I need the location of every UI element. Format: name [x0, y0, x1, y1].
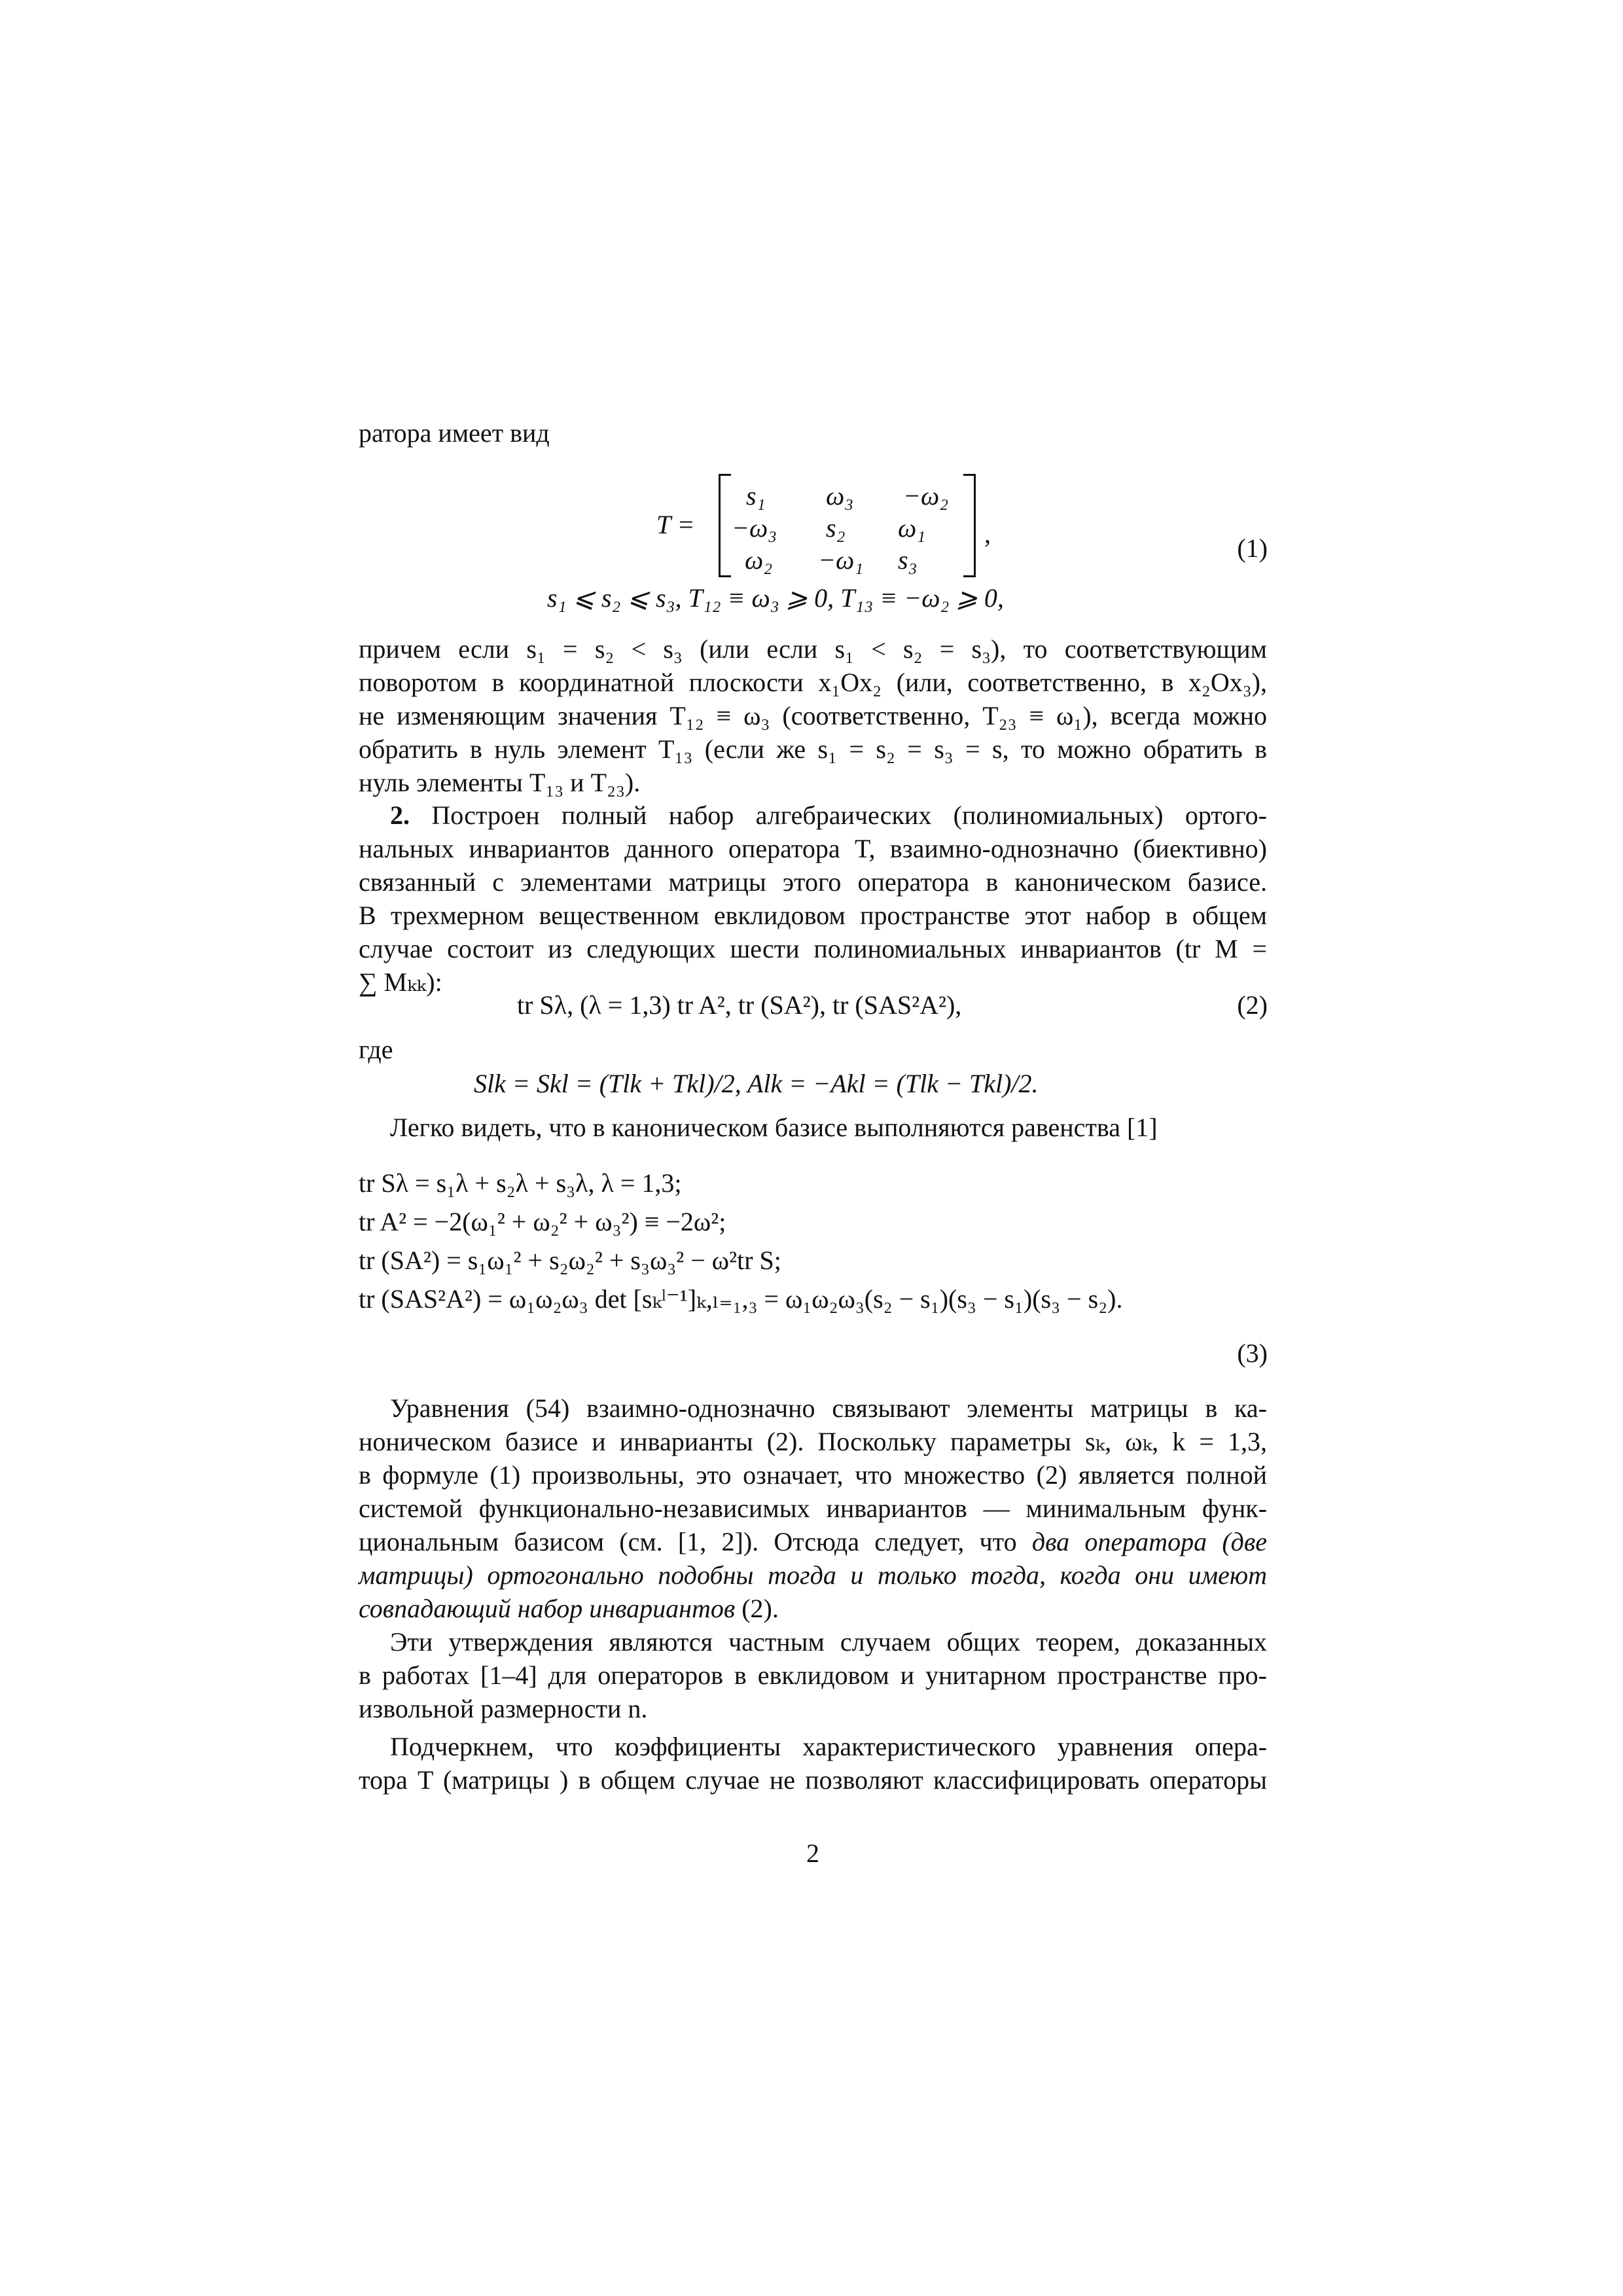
text-line: ноническом базисе и инварианты (2). Поскольку параметры sₖ, ωₖ, k = 1,3, — [359, 1427, 1267, 1456]
eq1-condition: s₁ ⩽ s₂ ⩽ s₃, T₁₂ ≡ ω₃ ⩾ 0, T₁₃ ≡ −ω₂ ⩾ 0, — [547, 583, 1004, 613]
eq1-number: (1) — [1237, 533, 1268, 563]
matrix-cell: −ω₃ — [732, 513, 777, 543]
eq3-line: tr (SA²) = s₁ω₁² + s₂ω₂² + s₃ω₃² − ω²tr S; — [359, 1246, 781, 1275]
text-line: поворотом в координатной плоскости x₁Ox₂ (или, соответственно, в x₂Ox₃), — [359, 668, 1267, 697]
text-line: совпадающий набор инвариантов (2). — [359, 1594, 779, 1623]
eq3-line: tr A² = −2(ω₁² + ω₂² + ω₃²) ≡ −2ω²; — [359, 1207, 726, 1236]
equation-3-block — [359, 1166, 1267, 1316]
text-line: матрицы) ортогонально подобны тогда и только тогда, когда они имеют — [359, 1560, 1267, 1590]
matrix-cell: s₁ — [746, 481, 766, 511]
matrix-cell: −ω₁ — [818, 545, 864, 575]
eq1-comma: , — [984, 519, 991, 548]
text-line: ∑ Mₖₖ): — [359, 967, 442, 997]
eq2-number: (2) — [1237, 990, 1268, 1020]
text-line: циональным базисом (см. [1, 2]). Отсюда следует, что два оператора (две — [359, 1527, 1268, 1556]
eq3-number: (3) — [1237, 1338, 1268, 1368]
text-line: 2. Построен полный набор алгебраических (полиномиальных) ортого- — [390, 800, 1267, 830]
eq3-line: tr (SAS²A²) = ω₁ω₂ω₃ det [sₖˡ⁻¹]ₖ,ₗ₌₁,₃ = ω₁ω₂ω₃(s₂ − s₁)(s₃ − s₁)(s₃ − s₂). — [359, 1284, 1123, 1314]
text-line: тора T (матрицы ) в общем случае не позволяют классифицировать операторы — [359, 1765, 1267, 1795]
text-line: нальных инвариантов данного оператора T, взаимно-однозначно (биективно) — [359, 834, 1267, 863]
text-line: Эти утверждения являются частным случаем общих теорем, доказанных — [390, 1627, 1267, 1657]
italic-statement: два оператора (две — [1031, 1527, 1268, 1556]
text-line: извольной размерности n. — [359, 1694, 648, 1723]
matrix-cell: ω₂ — [745, 545, 773, 575]
section-number: 2. — [390, 800, 410, 830]
matrix-cell: ω₁ — [898, 513, 926, 543]
equation-sa: Slk = Skl = (Tlk + Tkl)/2, Alk = −Akl = (Tlk − Tkl)/2. — [474, 1069, 1039, 1098]
page-number: 2 — [806, 1839, 819, 1868]
text-line: в работах [1–4] для операторов в евклидовом и унитарном пространстве про- — [359, 1660, 1267, 1690]
where-word: где — [359, 1035, 393, 1064]
matrix-cell: s₂ — [826, 513, 846, 543]
text-line: Подчеркнем, что коэффициенты характеристического уравнения опера- — [390, 1732, 1267, 1761]
text-line: причем если s₁ = s₂ < s₃ (или если s₁ < s₂ = s₃), то соответствующим — [359, 634, 1267, 664]
paragraph-2 — [359, 798, 1267, 999]
equation-2: tr Sλ, (λ = 1,3) tr A², tr (SA²), tr (SAS²A²), — [517, 990, 962, 1020]
text-line: в формуле (1) произвольны, это означает, что множество (2) является полной — [359, 1460, 1267, 1490]
matrix-cell: ω₃ — [826, 481, 854, 511]
text-line: случае состоит из следующих шести полиномиальных инвариантов (tr M = — [359, 934, 1267, 963]
matrix-cell: −ω₂ — [903, 481, 949, 511]
paragraph-5 — [359, 1625, 1267, 1725]
intro-line: ратора имеет вид — [359, 418, 550, 448]
paragraph-6 — [359, 1730, 1267, 1797]
paragraph-1 — [359, 632, 1267, 799]
eq3-line: tr Sλ = s₁λ + s₂λ + s₃λ, λ = 1,3; — [359, 1168, 682, 1198]
text-line: В трехмерном вещественном евклидовом пространстве этот набор в общем — [359, 901, 1267, 930]
paragraph-4 — [359, 1391, 1267, 1625]
matrix-right-bracket — [963, 474, 976, 577]
text-line: нуль элементы T₁₃ и T₂₃). — [359, 768, 641, 797]
text-line: системой функционально-независимых инвариантов — минимальным функ- — [359, 1494, 1267, 1523]
text-line: связанный с элементами матрицы этого оператора в каноническом базисе. — [359, 867, 1267, 897]
text-line: Уравнения (54) взаимно-однозначно связывают элементы матрицы в ка- — [390, 1393, 1267, 1423]
paragraph-3: Легко видеть, что в каноническом базисе выполняются равенства [1] — [390, 1113, 1158, 1142]
matrix-left-bracket — [719, 474, 731, 577]
matrix-cell: s₃ — [898, 545, 918, 575]
text-line: обратить в нуль элемент T₁₃ (если же s₁ = s₂ = s₃ = s, то можно обратить в — [359, 734, 1267, 764]
eq1-lhs: T = — [656, 510, 695, 539]
text-line: не изменяющим значения T₁₂ ≡ ω₃ (соответственно, T₂₃ ≡ ω₁), всегда можно — [359, 701, 1267, 730]
